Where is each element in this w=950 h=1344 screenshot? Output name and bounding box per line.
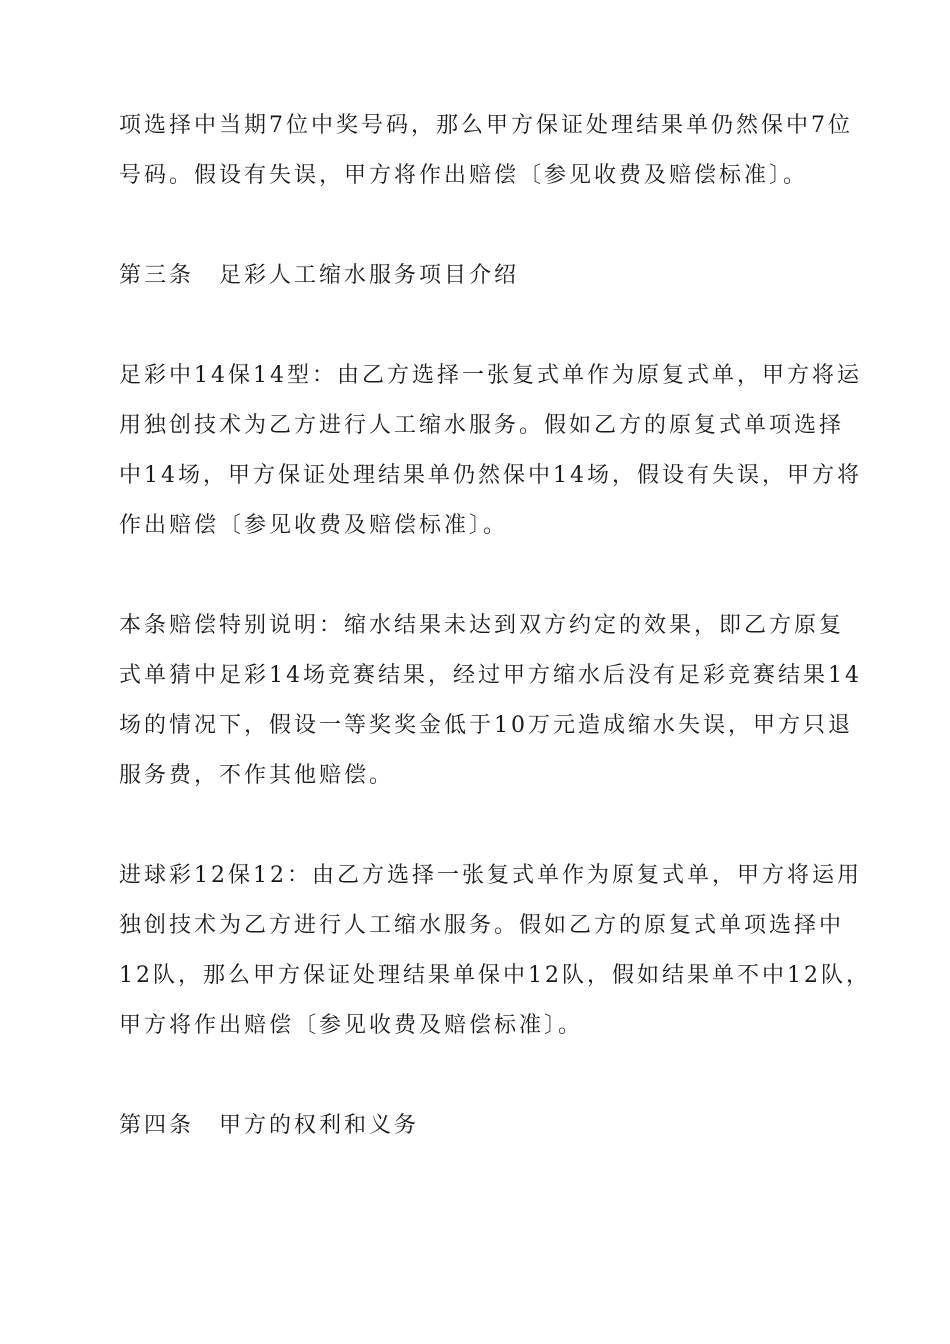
text-line: 项选择中当期7位中奖号码，那么甲方保证处理结果单仍然保中7位	[119, 113, 853, 138]
section-heading-article-4	[119, 1101, 835, 1151]
heading-line: 第四条 甲方的权利和义务	[119, 1113, 420, 1138]
text-line: 场的情况下，假设一等奖奖金低于10万元造成缩水失误，甲方只退	[119, 713, 853, 738]
heading-line: 第三条 足彩人工缩水服务项目介绍	[119, 263, 520, 288]
section-heading-article-3	[119, 251, 835, 301]
text-line: 号码。假设有失误，甲方将作出赔偿〔参见收费及赔偿标准〕。	[119, 163, 809, 188]
text-line: 12队，那么甲方保证处理结果单保中12队，假如结果单不中12队，	[119, 963, 871, 988]
paragraph-prize-guarantee	[119, 101, 853, 201]
text-line: 作出赔偿〔参见收费及赔偿标准〕。	[119, 513, 509, 538]
paragraph-compensation-note	[119, 601, 862, 801]
text-line: 独创技术为乙方进行人工缩水服务。假如乙方的原复式单项选择中	[119, 913, 845, 938]
paragraph-14-guarantee	[119, 351, 862, 551]
text-line: 进球彩12保12：由乙方选择一张复式单作为原复式单，甲方将运用	[119, 863, 862, 888]
text-line: 足彩中14保14型：由乙方选择一张复式单作为原复式单，甲方将运	[119, 363, 862, 388]
text-line: 式单猜中足彩14场竞赛结果，经过甲方缩水后没有足彩竞赛结果14	[119, 663, 862, 688]
text-line: 本条赔偿特别说明：缩水结果未达到双方约定的效果，即乙方原复	[119, 613, 845, 638]
text-line: 用独创技术为乙方进行人工缩水服务。假如乙方的原复式单项选择	[119, 413, 845, 438]
paragraph-12-guarantee	[119, 851, 871, 1051]
text-line: 中14场，甲方保证处理结果单仍然保中14场，假设有失误，甲方将	[119, 463, 862, 488]
text-line: 甲方将作出赔偿〔参见收费及赔偿标准〕。	[119, 1013, 584, 1038]
text-line: 服务费，不作其他赔偿。	[119, 763, 395, 788]
